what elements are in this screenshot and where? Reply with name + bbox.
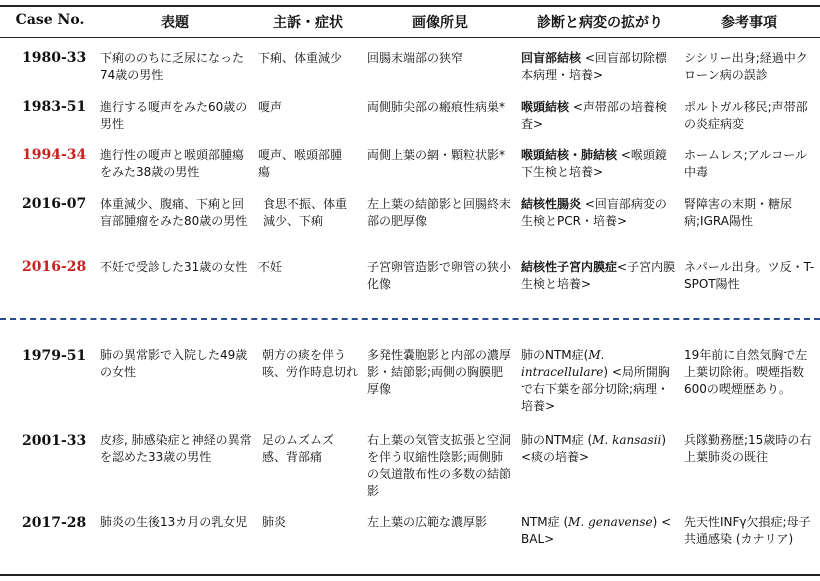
case-diagnosis xyxy=(521,514,676,548)
case-notes: 19年前に自然気胸で左上葉切除術。喫煙指数600の喫煙歴あり。 xyxy=(684,348,808,396)
header-case-no: Case No. xyxy=(15,12,85,28)
header-title: 表題 xyxy=(161,15,189,31)
case-symptoms: 足のムズムズ感、背部痛 xyxy=(262,433,335,464)
case-symptoms: 食思不振、体重減少、下痢 xyxy=(263,197,348,228)
case-notes: ポルトガル移民;声帯部の炎症病変 xyxy=(684,100,808,131)
case-diagnosis xyxy=(521,50,676,84)
case-number: 2001-33 xyxy=(22,433,87,449)
case-number: 1980-33 xyxy=(22,50,87,66)
diagnosis-prefix: 肺のNTM症( xyxy=(521,348,589,362)
bottom-rule xyxy=(0,574,820,576)
case-diagnosis xyxy=(521,432,676,466)
diagnosis-method: <回盲部病変の生検とPCR・培養> xyxy=(521,197,667,228)
diagnosis-method: <回盲部切除標本病理・培養> xyxy=(521,51,667,82)
case-title: 進行する嗄声をみた60歳の男性 xyxy=(100,100,248,131)
diagnosis-method: ) <痰の培養> xyxy=(521,433,667,464)
case-title: 体重減少、腹痛、下痢と回盲部腫瘤をみた80歳の男性 xyxy=(100,197,248,228)
diagnosis-prefix: 肺のNTM症 ( xyxy=(521,433,593,447)
case-notes: ホームレス;アルコール中毒 xyxy=(684,148,807,179)
case-symptoms: 肺炎 xyxy=(262,515,287,529)
case-symptoms: 不妊 xyxy=(258,260,283,274)
case-imaging: 右上葉の気管支拡張と空洞を伴う収縮性陰影;両側肺の気道散布性の多数の結節影 xyxy=(367,433,512,498)
case-symptoms: 朝方の痰を伴う咳、労作時息切れ xyxy=(262,348,359,379)
case-number: 2016-07 xyxy=(22,196,87,212)
case-imaging: 両側上葉の網・顆粒状影* xyxy=(367,148,506,162)
diagnosis-species: M. genavense xyxy=(568,515,653,529)
case-diagnosis xyxy=(521,259,676,293)
diagnosis-method: <子宮内膜生検と培養> xyxy=(521,260,676,291)
case-number: 2016-28 xyxy=(22,259,87,275)
header-diagnosis: 診断と病変の拡がり xyxy=(537,15,663,31)
case-symptoms: 下痢、体重減少 xyxy=(258,51,343,65)
case-number: 1979-51 xyxy=(22,348,87,364)
diagnosis-prefix: NTM症 ( xyxy=(521,515,569,529)
diagnosis-species: M. intracellulare xyxy=(521,348,605,379)
case-imaging: 多発性嚢胞影と内部の濃厚影・結節影;両側の胸膜肥厚像 xyxy=(367,348,512,396)
case-symptoms: 嗄声、喉頭部腫瘍 xyxy=(258,148,343,179)
case-imaging: 回腸末端部の狭窄 xyxy=(367,51,464,65)
case-notes: 先天性INFγ欠損症;母子共通感染 (カナリア) xyxy=(684,515,811,546)
top-rule xyxy=(0,5,820,7)
diagnosis-method: ) <局所開胸で右下葉を部分切除;病理・培養> xyxy=(521,365,670,413)
case-diagnosis xyxy=(521,196,676,230)
diagnosis-name: 喉頭結核 xyxy=(521,100,570,114)
header-imaging: 画像所見 xyxy=(412,15,468,31)
case-title: 肺炎の生後13カ月の乳女児 xyxy=(100,515,248,529)
group-divider xyxy=(0,318,820,320)
header-symptoms: 主訴・症状 xyxy=(273,15,343,31)
case-title: 進行性の嗄声と喉頭部腫瘍をみた38歳の男性 xyxy=(100,148,245,179)
case-number: 1994-34 xyxy=(22,147,87,163)
case-imaging: 左上葉の結節影と回腸終末部の肥厚像 xyxy=(367,197,512,228)
case-title: 皮疹, 肺感染症と神経の異常を認めた33歳の男性 xyxy=(100,433,252,464)
diagnosis-method: ) < BAL> xyxy=(521,515,672,546)
case-imaging: 左上葉の広範な濃厚影 xyxy=(367,515,488,529)
case-diagnosis xyxy=(521,347,676,415)
diagnosis-name: 結核性腸炎 xyxy=(521,197,582,211)
case-number: 2017-28 xyxy=(22,515,87,531)
case-notes: シシリー出身;経過中クローン病の誤診 xyxy=(684,51,808,82)
case-title: 下痢ののちに乏尿になった74歳の男性 xyxy=(100,51,245,82)
case-title: 不妊で受診した31歳の女性 xyxy=(100,260,248,274)
diagnosis-method: <声帯部の培養検査> xyxy=(521,100,667,131)
case-diagnosis xyxy=(521,99,676,133)
case-imaging: 両側肺尖部の瘢痕性病巣* xyxy=(367,100,506,114)
case-number: 1983-51 xyxy=(22,99,87,115)
diagnosis-species: M. kansasii xyxy=(592,433,662,447)
case-title: 肺の異常影で入院した49歳の女性 xyxy=(100,348,248,379)
case-notes: 腎障害の末期・糖尿病;IGRA陽性 xyxy=(684,197,793,228)
diagnosis-name: 回盲部結核 xyxy=(521,51,582,65)
case-notes: ネパール出身。ツ反・T-SPOT陽性 xyxy=(684,260,815,291)
header-notes: 参考事項 xyxy=(721,15,777,31)
case-diagnosis xyxy=(521,147,676,181)
diagnosis-method: <喉頭鏡下生検と培養> xyxy=(521,148,667,179)
header-rule xyxy=(0,37,820,38)
case-notes: 兵隊勤務歴;15歳時の右上葉肺炎の既往 xyxy=(684,433,812,464)
diagnosis-name: 結核性子宮内膜症 xyxy=(521,260,618,274)
case-symptoms: 嗄声 xyxy=(258,100,283,114)
case-imaging: 子宮卵管造影で卵管の狭小化像 xyxy=(367,260,512,291)
diagnosis-name: 喉頭結核・肺結核 xyxy=(521,148,618,162)
